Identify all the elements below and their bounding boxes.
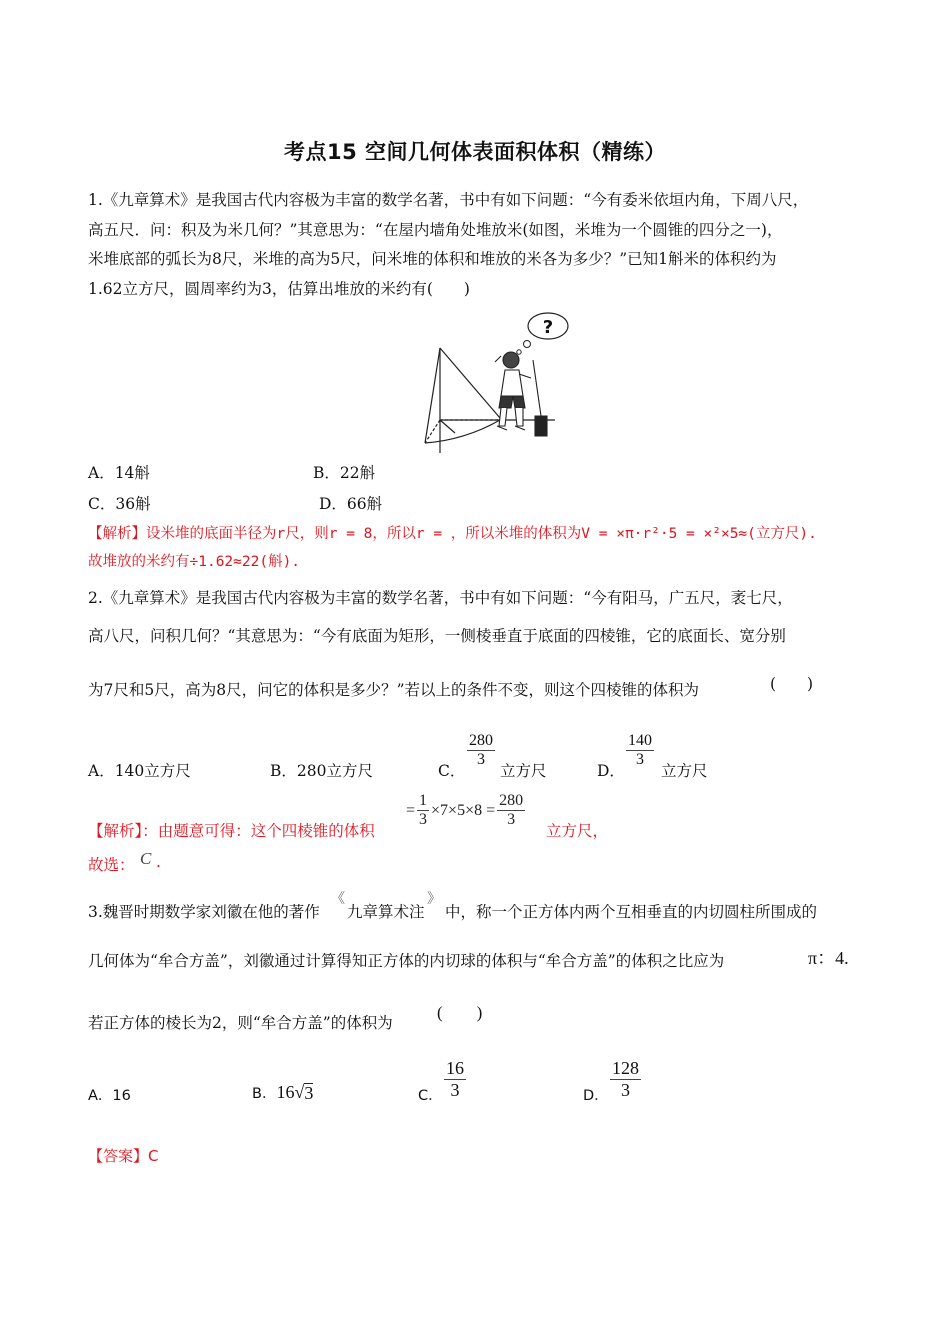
q3-answer: 【答案】C (88, 1147, 159, 1165)
q3-option-b (252, 1082, 313, 1103)
page-title: 考点15 空间几何体表面积体积（精练） (283, 140, 667, 164)
q3-book-title: 九章算术注 (347, 903, 425, 921)
q1-analysis-line-1: 【解析】设米堆的底面半径为r尺，则r = 8，所以r = ，所以米堆的体积为V = ×π·r²·5 = ×²×5≈(立方尺). (88, 526, 817, 542)
rice-pile-figure (415, 308, 575, 458)
q2-analysis-f2-num: 280 (499, 792, 524, 809)
q2-choice-suffix: . (156, 853, 161, 871)
q2-line-1: 2.《九章算术》是我国古代内容极为丰富的数学名著，书中有如下问题：“今有阳马，广五尺，袤七尺， (88, 589, 793, 607)
q3-option-d-denominator: 3 (621, 1080, 630, 1100)
q3-option-b-root: 3 (304, 1083, 314, 1103)
q1-line-3: 米堆底部的弧长为8尺，米堆的高为5尺，问米堆的体积和堆放的米各为多少？”已知1斛米的体积约为 (88, 250, 777, 268)
q1-option-d: D．66斛 (319, 495, 383, 513)
q2-option-b: B．280立方尺 (270, 762, 373, 780)
q2-option-d-label: D． (597, 762, 625, 780)
q2-analysis-formula (406, 792, 525, 829)
q3-option-a-label: A． (88, 1088, 113, 1104)
q2-option-c-fraction (467, 732, 495, 769)
q3-paren: ( ) (437, 1003, 483, 1022)
q3-option-a-value: 16 (112, 1088, 131, 1104)
q3-option-d-numerator: 128 (612, 1058, 639, 1078)
q2-analysis-f2-den: 3 (507, 811, 516, 828)
q3-book-open: 《 (331, 891, 345, 907)
q2-option-d-denominator: 3 (636, 751, 644, 768)
q2-analysis-prefix: 【解析】：由题意可得：这个四棱锥的体积 (88, 822, 375, 840)
q3-option-c-denominator: 3 (450, 1080, 460, 1100)
q3-option-c-fraction (444, 1058, 466, 1101)
question-1 (88, 186, 868, 304)
q2-option-a: A．140立方尺 (88, 762, 191, 780)
q3-option-b-label: B． (252, 1086, 277, 1102)
q2-analysis-suffix: 立方尺， (546, 822, 609, 840)
q2-paren: ( ) (770, 675, 814, 693)
q1-line-2: 高五尺．问：积及为米几何？”其意思为：“在屋内墙角处堆放米(如图，米堆为一个圆锥的四分之一)， (88, 220, 783, 239)
q3-line-2: 几何体为“牟合方盖”，刘徽通过计算得知正方体的内切球的体积与“牟合方盖”的体积之比应为 (88, 952, 725, 970)
q3-book-close: 》 (427, 891, 441, 907)
q2-line-2: 高八尺，问积几何？“其意思为：“今有底面为矩形，一侧棱垂直于底面的四棱锥，它的底面长、宽分别 (88, 627, 786, 645)
thought-bubble (517, 313, 568, 354)
q3-line-3: 若正方体的棱长为2，则“牟合方盖”的体积为 (88, 1014, 393, 1032)
q2-analysis-f1-num: 1 (419, 792, 428, 809)
q3-option-a (88, 1084, 131, 1105)
q2-option-d-fraction (626, 732, 654, 769)
q1-option-b: B．22斛 (313, 464, 376, 482)
q3-option-c-numerator: 16 (446, 1058, 464, 1078)
q1-line-1: 1.《九章算术》是我国古代内容极为丰富的数学名著，书中有如下问题：“今有委米依垣内角，下周八尺， (88, 191, 809, 209)
q3-option-b-value: 16 (276, 1082, 295, 1102)
q2-option-c-label: C． (438, 762, 466, 780)
q2-option-d-numerator: 140 (628, 732, 652, 749)
q2-choice-letter: C (140, 849, 152, 868)
q3-option-d-fraction (610, 1058, 641, 1101)
q3-ratio-4: 4. (835, 948, 849, 968)
q2-option-c-denominator: 3 (477, 751, 485, 768)
q2-analysis-mid: ×7×5×8 = (431, 801, 496, 819)
q3-ratio-pi: π (808, 948, 818, 968)
q2-analysis-f1-den: 3 (419, 811, 428, 828)
q2-line-3: 为7尺和5尺，高为8尺，问它的体积是多少？”若以上的条件不变，则这个四棱锥的体积为 (88, 681, 700, 699)
q1-option-c: C．36斛 (88, 495, 151, 513)
q2-choice-prefix: 故选： (88, 856, 135, 874)
q3-option-d-label: D． (583, 1088, 609, 1104)
q2-option-c-unit: 立方尺 (500, 762, 547, 780)
sqrt-icon: √ (294, 1082, 305, 1102)
q2-option-d-unit: 立方尺 (661, 762, 708, 780)
q2-analysis-eq: = (406, 801, 416, 819)
q3-option-c-label: C． (418, 1088, 443, 1104)
q3-line-1b: 中，称一个正方体内两个互相垂直的内切圆柱所围成的 (445, 903, 818, 921)
q3-ratio (808, 944, 849, 970)
figure-question-mark: ? (542, 317, 554, 338)
q1-analysis-line-2: 故堆放的米约有÷1.62≈22(斛). (88, 554, 301, 570)
q1-line-4: 1.62立方尺，圆周率约为3，估算出堆放的米约有( ) (88, 279, 470, 298)
person-figure (495, 352, 547, 436)
q3-line-1a: 3.魏晋时期数学家刘徽在他的著作 (88, 903, 320, 921)
q2-option-c-numerator: 280 (469, 732, 493, 749)
q3-ratio-colon: ： (817, 948, 836, 968)
q1-option-a: A．14斛 (88, 464, 150, 482)
